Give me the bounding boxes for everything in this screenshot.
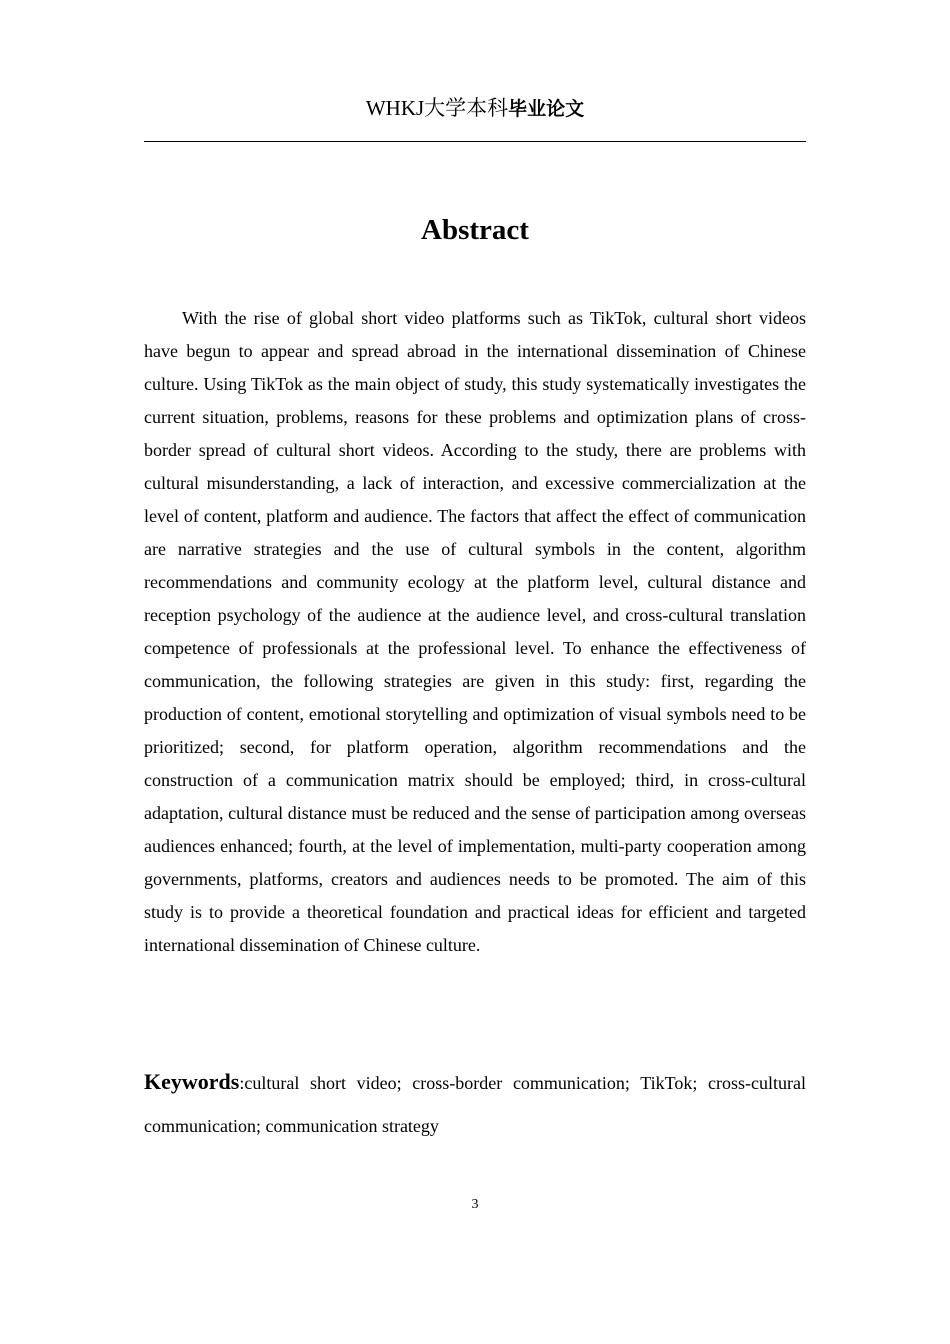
abstract-paragraph: With the rise of global short video platforms such as TikTok, cultural short videos have begun to appear and spread abroad in the international dissemination of Chinese culture. Using TikTok as the main object of study, this study systematically investigates the current situation, problems, reasons for these problems and optimization plans of cross-border spread of cultural short videos. According to the study, there are problems with cultural misunderstanding, a lack of interaction, and excessive commercialization at the level of content, platform and audience. The factors that affect the effect of communication are narrative strategies and the use of cultural symbols in the content, algorithm recommendations and community ecology at the platform level, cultural distance and reception psychology of the audience at the audience level, and cross-cultural translation competence of professionals at the professional level. To enhance the effectiveness of communication, the following strategies are given in this study: first, regarding the production of content, emotional storytelling and optimization of visual symbols need to be prioritized; second, for platform operation, algorithm recommendations and the construction of a communication matrix should be employed; third, in cross-cultural adaptation, cultural distance must be reduced and the sense of participation among overseas audiences enhanced; fourth, at the level of implementation, multi-party cooperation among governments, platforms, creators and audiences needs to be promoted. The aim of this study is to provide a theoretical foundation and practical ideas for efficient and targeted international dissemination of Chinese culture. (144, 308, 806, 955)
keywords-section (144, 1060, 806, 1148)
abstract-heading: Abstract (421, 214, 529, 246)
header-divider (144, 141, 806, 142)
running-header (144, 92, 806, 125)
keywords-separator: : (239, 1073, 245, 1093)
keywords-text: cultural short video; cross-border communication; TikTok; cross-cultural communication; communication strategy (144, 1073, 806, 1136)
keywords-label: Keywords (144, 1069, 240, 1094)
header-school-name: WHKJ大学本科 (365, 96, 509, 120)
header-document-type: 毕业论文 (508, 98, 585, 120)
page-number: 3 (471, 1197, 479, 1212)
